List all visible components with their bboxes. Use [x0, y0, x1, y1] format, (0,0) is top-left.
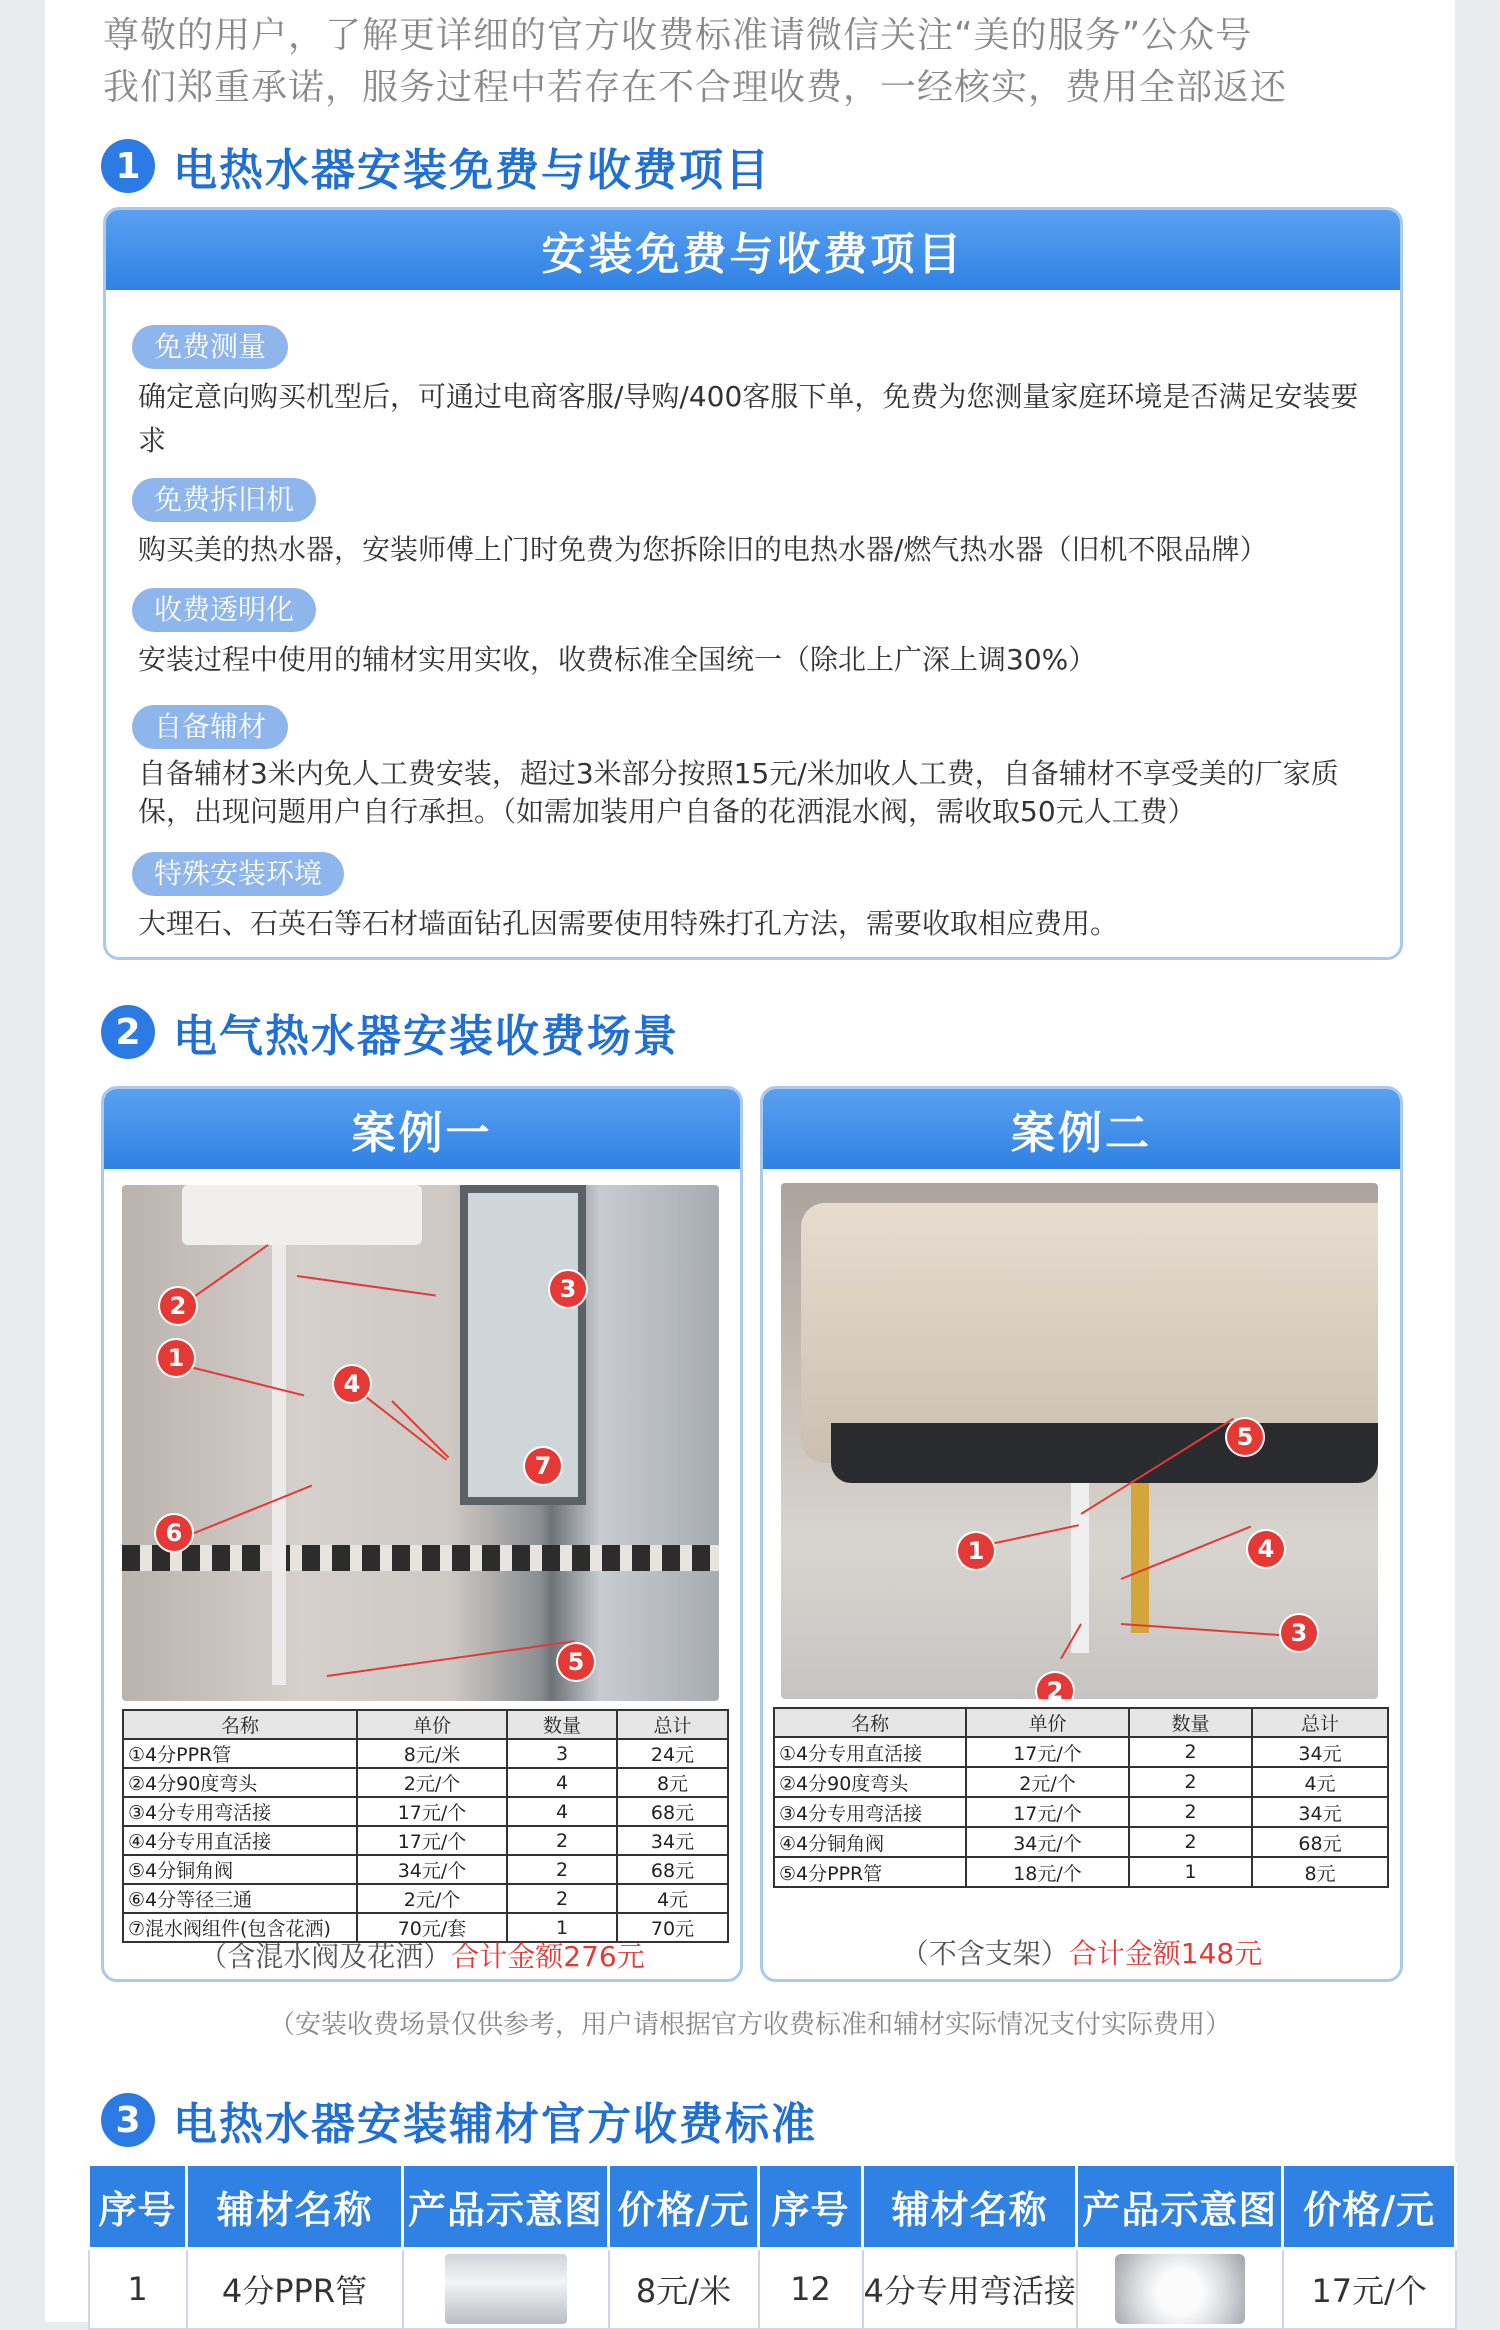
column-header: 价格/元: [1283, 2165, 1456, 2249]
column-header: 价格/元: [609, 2165, 759, 2249]
fee-item-text: 确定意向购买机型后，可通过电商客服/导购/400客服下单，免费为您测量家庭环境是否满足安装要求: [138, 380, 1359, 457]
valve: [1131, 1483, 1149, 1633]
cell-name: ③4分专用弯活接: [774, 1797, 966, 1827]
cell-total: 68元: [617, 1797, 728, 1826]
cell-qty: 1: [507, 1913, 617, 1942]
materials-standard-table: [87, 2163, 1457, 2330]
marker-3: 3: [1281, 1615, 1317, 1651]
fee-item-text: 安装过程中使用的辅材实用实收，收费标准全国统一（除北上广深上调30%）: [138, 643, 1097, 676]
cell-total: 70元: [617, 1913, 728, 1942]
marker-5: 5: [1227, 1419, 1263, 1455]
case-2-photo: [781, 1183, 1378, 1699]
cell-qty: 2: [1129, 1737, 1252, 1767]
cell-total: 34元: [1252, 1797, 1388, 1827]
column-header: 单价: [357, 1710, 507, 1739]
cell-name: ①4分PPR管: [123, 1739, 357, 1768]
cell-price: 34元/个: [357, 1855, 507, 1884]
fee-item-tag: 特殊安装环境: [132, 852, 344, 896]
marker-line: [327, 1640, 575, 1677]
table-row: [123, 1797, 728, 1826]
marker-line: [981, 1524, 1079, 1547]
table-row: [89, 2249, 1456, 2329]
cell-name: ⑤4分铜角阀: [123, 1855, 357, 1884]
column-header: 序号: [89, 2165, 187, 2249]
fee-item-free-measure: [132, 325, 1382, 463]
marker-1: 1: [958, 1533, 994, 1569]
elbow-union-image: [1115, 2254, 1245, 2324]
column-header: 数量: [507, 1710, 617, 1739]
cell-qty: 2: [1129, 1767, 1252, 1797]
marker-7: 7: [525, 1448, 561, 1484]
column-header: 产品示意图: [1077, 2165, 1283, 2249]
case-2-title: 案例二: [763, 1089, 1400, 1169]
section-1-heading: 电热水器安装免费与收费项目: [173, 145, 771, 196]
case-1-caption-note: （含混水阀及花洒）: [199, 1940, 452, 1973]
cell-price: 17元/个: [357, 1797, 507, 1826]
cell-total: 8元: [1252, 1857, 1388, 1887]
cell-total: 34元: [1252, 1737, 1388, 1767]
cell-index: 1: [89, 2249, 187, 2329]
fee-items-panel: [103, 207, 1403, 960]
cell-name: ④4分铜角阀: [774, 1827, 966, 1857]
cell-index: 12: [759, 2249, 863, 2329]
cell-qty: 3: [507, 1739, 617, 1768]
marker-1: 1: [158, 1340, 194, 1376]
marker-6: 6: [156, 1515, 192, 1551]
cell-name: ⑤4分PPR管: [774, 1857, 966, 1887]
column-header: 辅材名称: [187, 2165, 403, 2249]
cell-price: 8元/米: [609, 2249, 759, 2329]
cell-name: ②4分90度弯头: [774, 1767, 966, 1797]
section-2-heading: 电气热水器安装收费场景: [173, 1011, 679, 1062]
cell-total: 4元: [1252, 1767, 1388, 1797]
cell-price: 18元/个: [966, 1857, 1129, 1887]
cell-price: 8元/米: [357, 1739, 507, 1768]
fee-item-text: 大理石、石英石等石材墙面钻孔因需要使用特殊打孔方法，需要收取相应费用。: [138, 907, 1119, 940]
cell-total: 34元: [617, 1826, 728, 1855]
cell-price: 2元/个: [966, 1767, 1129, 1797]
section-2-number: 2: [101, 1005, 155, 1059]
case-2-caption-note: （不含支架）: [900, 1937, 1069, 1970]
cell-total: 68元: [617, 1855, 728, 1884]
marker-line: [351, 1385, 447, 1460]
fee-item-free-removal: [132, 478, 1382, 572]
case-2-panel: [760, 1086, 1403, 1982]
case-2-caption: [763, 1932, 1400, 1972]
column-header: 单价: [966, 1708, 1129, 1737]
cell-qty: 2: [1129, 1797, 1252, 1827]
cell-qty: 4: [507, 1797, 617, 1826]
cell-total: 4元: [617, 1884, 728, 1913]
section-3-title: [101, 2088, 817, 2152]
section-1-number: 1: [101, 139, 155, 193]
case-1-total: 合计金额276元: [451, 1940, 645, 1973]
column-header: 名称: [123, 1710, 357, 1739]
tile-border: [122, 1545, 719, 1571]
cell-name: ⑦混水阀组件(包含花洒): [123, 1913, 357, 1942]
table-row: [123, 1768, 728, 1797]
section-1-title: [101, 134, 771, 198]
window: [460, 1185, 586, 1505]
cell-name: ②4分90度弯头: [123, 1768, 357, 1797]
marker-3: 3: [550, 1271, 586, 1307]
fee-item-tag: 免费拆旧机: [132, 478, 316, 522]
column-header: 总计: [617, 1710, 728, 1739]
marker-line: [182, 1485, 313, 1539]
cell-material-name: 4分PPR管: [187, 2249, 403, 2329]
cell-product-image: [403, 2249, 609, 2329]
column-header: 产品示意图: [403, 2165, 609, 2249]
table-row: [774, 1737, 1388, 1767]
cell-name: ①4分专用直活接: [774, 1737, 966, 1767]
cell-price: 34元/个: [966, 1827, 1129, 1857]
cell-total: 24元: [617, 1739, 728, 1768]
case-2-total: 合计金额148元: [1068, 1937, 1263, 1970]
notice-line-1: 尊敬的用户，了解更详细的官方收费标准请微信关注“美的服务”公众号: [103, 15, 1253, 56]
marker-2: 2: [160, 1288, 196, 1324]
cell-name: ⑥4分等径三通: [123, 1884, 357, 1913]
cell-price: 17元/个: [357, 1826, 507, 1855]
cell-total: 8元: [617, 1768, 728, 1797]
pipe: [272, 1245, 286, 1685]
column-header: 数量: [1129, 1708, 1252, 1737]
case-1-title: 案例一: [104, 1089, 740, 1169]
cell-total: 68元: [1252, 1827, 1388, 1857]
table-row: [123, 1826, 728, 1855]
cell-qty: 2: [507, 1826, 617, 1855]
fee-item-self-materials: [132, 705, 1382, 831]
cell-material-name: 4分专用弯活接: [863, 2249, 1077, 2329]
column-header: 名称: [774, 1708, 966, 1737]
notice-line-2: 我们郑重承诺，服务过程中若存在不合理收费，一经核实，费用全部返还: [103, 67, 1288, 108]
water-heater-body: [182, 1185, 422, 1245]
table-header-row: [123, 1710, 728, 1739]
table-row: [774, 1797, 1388, 1827]
cell-price: 2元/个: [357, 1768, 507, 1797]
cell-price: 17元/个: [966, 1737, 1129, 1767]
cell-qty: 2: [507, 1855, 617, 1884]
case-1-caption: [104, 1935, 740, 1975]
table-header-row: [89, 2165, 1456, 2249]
scenario-footnote: （安装收费场景仅供参考，用户请根据官方收费标准和辅材实际情况支付实际费用）: [268, 2010, 1231, 2040]
fee-item-tag: 免费测量: [132, 325, 288, 369]
section-3-number: 3: [101, 2093, 155, 2147]
fee-item-transparent-fee: [132, 588, 1382, 682]
case-2-table: [773, 1707, 1389, 1888]
marker-line: [391, 1400, 449, 1458]
ppr-pipe-image: [445, 2254, 567, 2324]
fee-item-text: 购买美的热水器，安装师傅上门时免费为您拆除旧的电热水器/燃气热水器（旧机不限品牌）: [138, 533, 1268, 566]
column-header: 总计: [1252, 1708, 1388, 1737]
fee-item-text: 自备辅材3米内免人工费安装，超过3米部分按照15元/米加收人工费，自备辅材不享受美的厂家质保，出现问题用户自行承担。（如需加装用户自备的花洒混水阀，需收取50元人工费）: [138, 757, 1339, 828]
notice: [103, 10, 1443, 114]
section-2-title: [101, 1000, 679, 1064]
marker-4: 4: [1248, 1531, 1284, 1567]
fee-item-tag: 自备辅材: [132, 705, 288, 749]
table-row: [123, 1884, 728, 1913]
column-header: 序号: [759, 2165, 863, 2249]
table-row: [774, 1767, 1388, 1797]
column-header: 辅材名称: [863, 2165, 1077, 2249]
table-row: [123, 1855, 728, 1884]
cell-price: 2元/个: [357, 1884, 507, 1913]
case-1-panel: [101, 1086, 743, 1982]
marker-line: [297, 1275, 436, 1296]
cell-name: ④4分专用直活接: [123, 1826, 357, 1855]
cell-product-image: [1077, 2249, 1283, 2329]
marker-2: 2: [1037, 1673, 1073, 1699]
cell-price: 17元/个: [966, 1797, 1129, 1827]
cell-qty: 2: [507, 1884, 617, 1913]
fee-item-special-env: [132, 852, 1382, 946]
table-row: [774, 1857, 1388, 1887]
marker-5: 5: [558, 1644, 594, 1680]
cell-qty: 1: [1129, 1857, 1252, 1887]
water-heater-panel: [831, 1423, 1378, 1483]
table-header-row: [774, 1708, 1388, 1737]
cell-price: 17元/个: [1283, 2249, 1456, 2329]
fee-item-tag: 收费透明化: [132, 588, 316, 632]
cell-price: 70元/套: [357, 1913, 507, 1942]
section-3-heading: 电热水器安装辅材官方收费标准: [173, 2099, 817, 2150]
marker-4: 4: [334, 1366, 370, 1402]
table-row: [123, 1739, 728, 1768]
cell-qty: 4: [507, 1768, 617, 1797]
page: [45, 0, 1455, 2322]
fee-items-panel-title: 安装免费与收费项目: [106, 210, 1400, 290]
case-1-table: [122, 1709, 729, 1943]
cell-qty: 2: [1129, 1827, 1252, 1857]
table-row: [774, 1827, 1388, 1857]
cell-name: ③4分专用弯活接: [123, 1797, 357, 1826]
case-1-photo: [122, 1185, 719, 1701]
